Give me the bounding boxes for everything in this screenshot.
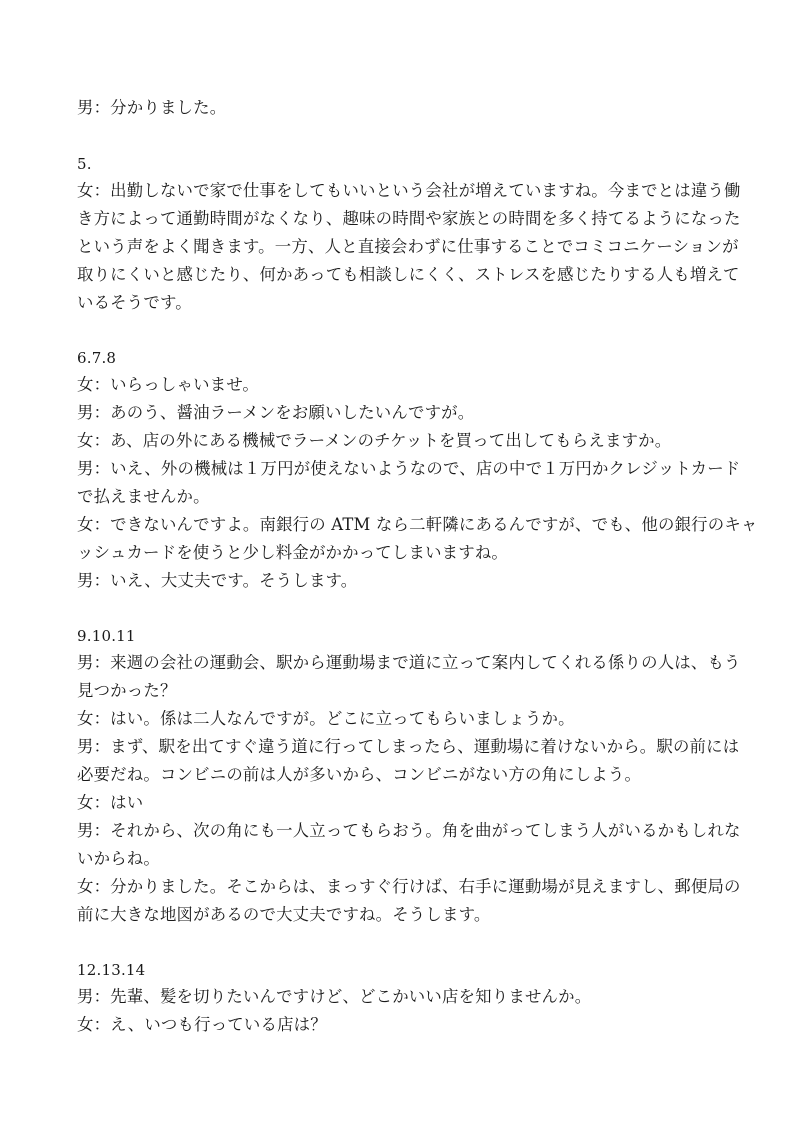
dialogue-line: ッシュカードを使うと少し料金がかかってしまいますね。: [77, 543, 509, 562]
dialogue-line: いるそうです。: [77, 293, 192, 312]
dialogue-line: 必要だね。コンビニの前は人が多いから、コンビニがない方の角にしよう。: [77, 765, 642, 784]
dialogue-line: いからね。: [77, 849, 160, 868]
dialogue-line: 男：いえ、外の機械は１万円が使えないようなので、店の中で１万円かクレジットカード: [77, 459, 741, 478]
dialogue-line: 男：分かりました。: [77, 98, 227, 117]
section-heading-6-7-8: 6.7.8: [77, 349, 117, 367]
dialogue-line: 女：分かりました。そこからは、まっすぐ行けば、右手に運動場が見えますし、郵便局の: [77, 877, 741, 896]
section-heading-5: 5.: [77, 155, 92, 173]
dialogue-line: き方によって通勤時間がなくなり、趣味の時間や家族との時間を多く持てるようになった: [77, 209, 741, 228]
dialogue-line: 男：来週の会社の運動会、駅から運動場まで道に立って案内してくれる係りの人は、もう: [77, 653, 741, 672]
dialogue-line: 女：はい: [77, 793, 144, 812]
section-heading-9-10-11: 9.10.11: [77, 627, 136, 645]
dialogue-line: という声をよく聞きます。一方、人と直接会わずに仕事することでコミコニケーションが: [77, 237, 739, 256]
dialogue-line: 男：先輩、髪を切りたいんですけど、どこかいい店を知りませんか。: [77, 987, 592, 1006]
dialogue-line: 女：できないんですよ。南銀行の ATM なら二軒隣にあるんですが、でも、他の銀行のキャ: [77, 515, 758, 534]
dialogue-line: 女：はい。係は二人なんですが。どこに立ってもらいましょうか。: [77, 709, 575, 728]
dialogue-line: で払えませんか。: [77, 487, 210, 506]
dialogue-line: 男：それから、次の角にも一人立ってもらおう。角を曲がってしまう人がいるかもしれな: [77, 821, 741, 840]
dialogue-line: 女：え、いつも行っている店は？: [77, 1015, 327, 1034]
dialogue-line: 見つかった？: [77, 681, 177, 700]
dialogue-line: 女：あ、店の外にある機械でラーメンのチケットを買って出してもらえますか。: [77, 431, 672, 450]
dialogue-line: 男：いえ、大丈夫です。そうします。: [77, 571, 358, 590]
dialogue-line: 女：いらっしゃいませ。: [77, 375, 260, 394]
dialogue-line: 男：あのう、醤油ラーメンをお願いしたいんですが。: [77, 403, 475, 422]
dialogue-line: 前に大きな地図があるので大丈夫ですね。そうします。: [77, 905, 491, 924]
dialogue-line: 女：出勤しないで家で仕事をしてもいいという会社が増えていますね。今までとは違う働: [77, 181, 741, 200]
section-heading-12-13-14: 12.13.14: [77, 961, 146, 979]
dialogue-line: 男：まず、駅を出てすぐ違う道に行ってしまったら、運動場に着けないから。駅の前には: [77, 737, 740, 756]
dialogue-line: 取りにくいと感じたり、何かあっても相談しにくく、ストレスを感じたりする人も増えて: [77, 265, 740, 284]
